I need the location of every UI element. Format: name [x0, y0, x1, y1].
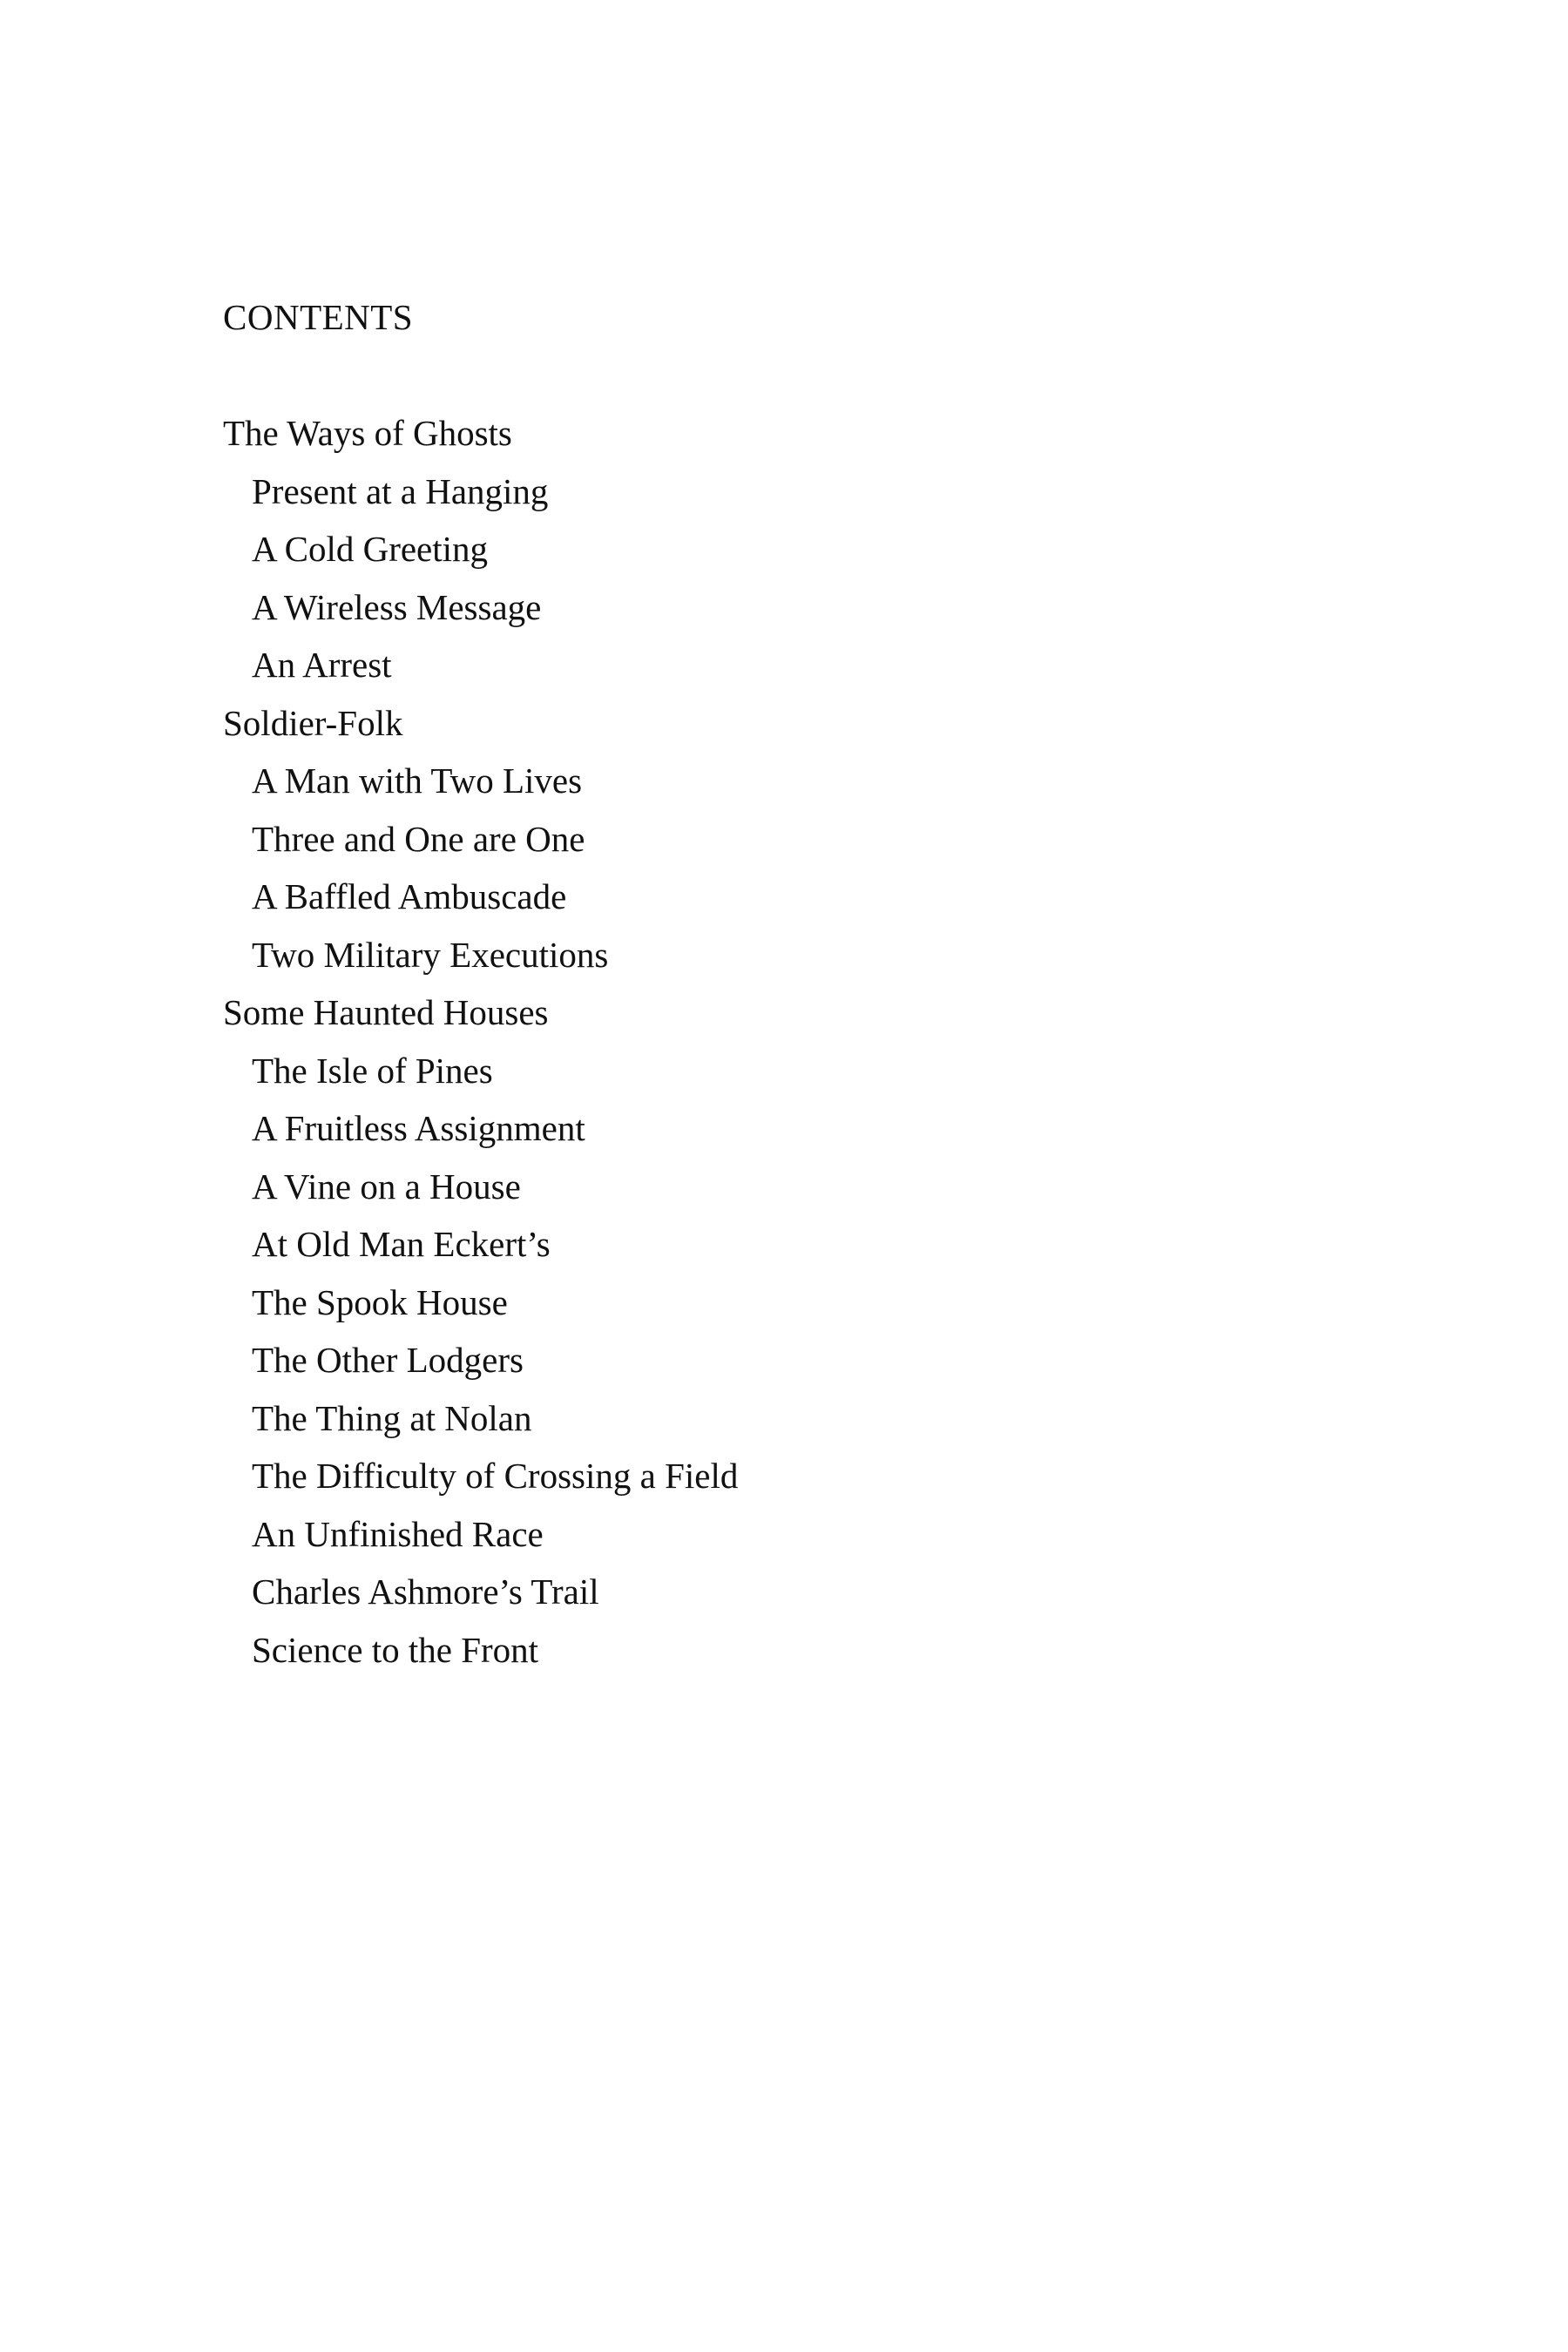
toc-story-title: A Man with Two Lives — [252, 760, 583, 801]
toc-story-title: The Difficulty of Crossing a Field — [252, 1456, 739, 1496]
toc-story-title: A Fruitless Assignment — [252, 1108, 585, 1148]
table-of-contents — [223, 404, 1443, 1679]
toc-story-title: A Wireless Message — [252, 586, 542, 627]
toc-story-title: A Cold Greeting — [252, 529, 489, 569]
toc-story-title: The Isle of Pines — [252, 1050, 493, 1091]
toc-story-title: The Other Lodgers — [252, 1340, 524, 1380]
toc-story-title: A Baffled Ambuscade — [252, 876, 567, 916]
toc-story-title: Three and One are One — [252, 818, 585, 859]
toc-story-title: Present at a Hanging — [252, 470, 549, 511]
toc-story-title: The Thing at Nolan — [252, 1397, 532, 1438]
toc-section-title: Some Haunted Houses — [223, 992, 549, 1032]
toc-story-title: A Vine on a House — [252, 1166, 521, 1206]
toc-story-title: At Old Man Eckert’s — [252, 1224, 551, 1264]
toc-story-title: Charles Ashmore’s Trail — [252, 1571, 599, 1612]
toc-story-title: An Unfinished Race — [252, 1513, 544, 1554]
toc-section-title: The Ways of Ghosts — [223, 413, 512, 453]
toc-section-title: Soldier-Folk — [223, 702, 403, 743]
toc-story-title: An Arrest — [252, 645, 392, 685]
contents-heading: CONTENTS — [223, 297, 414, 337]
toc-story-title: Two Military Executions — [252, 934, 609, 975]
toc-story-title: Science to the Front — [252, 1629, 539, 1670]
toc-story-title: The Spook House — [252, 1281, 508, 1322]
